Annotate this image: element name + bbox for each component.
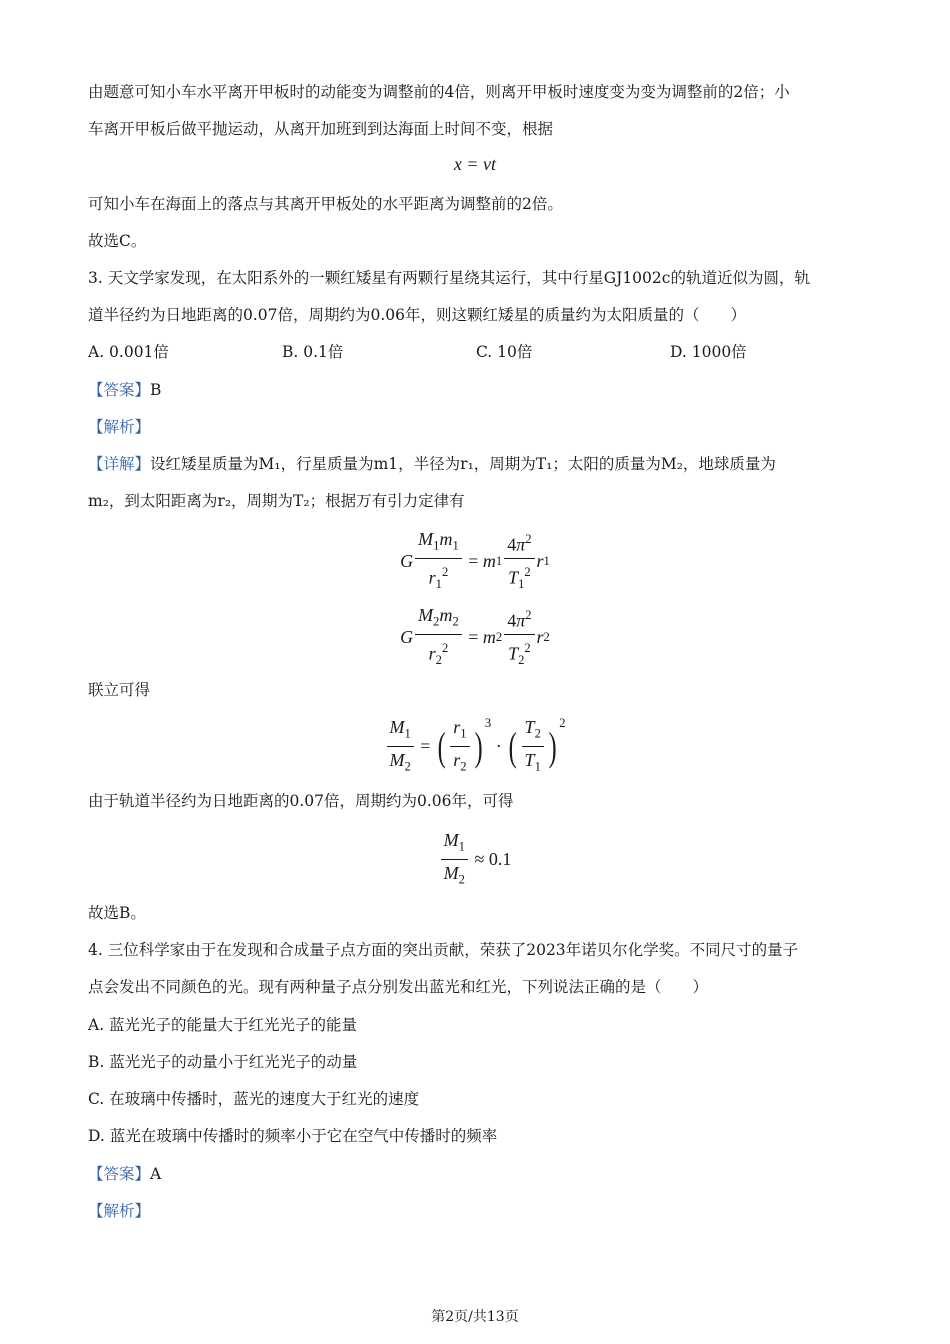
page-footer: 第2页/共13页 xyxy=(431,1309,519,1325)
q4-answer-line xyxy=(88,1163,868,1185)
equation-x-vt xyxy=(0,154,950,175)
q3-detail-line-2: m₂，到太阳距离为r₂，周期为T₂；根据万有引力定律有 xyxy=(88,492,465,510)
intro-line-1: 由题意可知小车水平离开甲板时的动能变为调整前的4倍，则离开甲板时速度变为变为调整前的2倍；小 xyxy=(88,83,790,101)
detail-tag: 【详解】 xyxy=(88,455,151,473)
q3-answer: B xyxy=(150,381,162,399)
q3-option-c: C. 10倍 xyxy=(476,343,533,361)
q4-analysis-tag: 【解析】 xyxy=(88,1202,151,1220)
q3-option-a: A. 0.001倍 xyxy=(88,343,169,361)
q4-stem-line-1: 4. 三位科学家由于在发现和合成量子点方面的突出贡献，荣获了2023年诺贝尔化学奖。不同尺寸的量子 xyxy=(88,941,799,959)
q4-option-c: C. 在玻璃中传播时，蓝光的速度大于红光的速度 xyxy=(88,1090,420,1108)
q3-since: 由于轨道半径约为日地距离的0.07倍，周期约为0.06年，可得 xyxy=(88,792,514,810)
q4-option-a: A. 蓝光光子的能量大于红光光子的能量 xyxy=(88,1016,358,1034)
q3-detail-line-1 xyxy=(88,453,868,475)
equation-approx: $\frac{M_1}{M_2}$ ≈ 0.1 xyxy=(0,829,950,891)
equation-mass-ratio: $\frac{M_1}{M_2}$ = ( $\frac{r_1}{r_2}$ ) $^3$ · ( $\frac{T_2}{T_1}$ ) $^2$ xyxy=(0,716,950,778)
q4-answer: A xyxy=(150,1165,162,1183)
q3-answer-line xyxy=(88,379,868,401)
equation-gravity-1: G $\frac{M_1m_1}{r_1^2}$ = m 1 $\frac{4\pi^2}{T_1^2}$ r 1 xyxy=(400,529,550,592)
q4-stem-line-2: 点会发出不同颜色的光。现有两种量子点分别发出蓝光和红光，下列说法正确的是（ ） xyxy=(88,978,709,996)
q3-stem-line-1: 3. 天文学家发现，在太阳系外的一颗红矮星有两颗行星绕其运行，其中行星GJ1002c的轨道近似为圆，轨 xyxy=(88,269,810,287)
approx-value: ≈ 0.1 xyxy=(474,849,512,870)
q3-option-b: B. 0.1倍 xyxy=(282,343,344,361)
q3-stem-line-2: 道半径约为日地距离的0.07倍，周期约为0.06年，则这颗红矮星的质量约为太阳质量的（ ） xyxy=(88,306,747,324)
q4-option-d: D. 蓝光在玻璃中传播时的频率小于它在空气中传播时的频率 xyxy=(88,1127,498,1145)
q3-analysis-tag: 【解析】 xyxy=(88,418,151,436)
equation-x-vt-text: x = vt xyxy=(453,154,497,174)
q3-option-d: D. 1000倍 xyxy=(670,343,747,361)
q3-combine: 联立可得 xyxy=(88,681,151,699)
q3-detail-text-1: 设红矮星质量为M₁，行星质量为m1，半径为r₁，周期为T₁；太阳的质量为M₂，地球质量为 xyxy=(150,455,776,473)
q3-choose: 故选B。 xyxy=(88,904,146,922)
intro-line-3: 可知小车在海面上的落点与其离开甲板处的水平距离为调整前的2倍。 xyxy=(88,195,563,213)
q4-option-b: B. 蓝光光子的动量小于红光光子的动量 xyxy=(88,1053,358,1071)
intro-choose: 故选C。 xyxy=(88,232,147,250)
answer-tag: 【答案】 xyxy=(88,1165,151,1183)
intro-line-2: 车离开甲板后做平抛运动，从离开加班到到达海面上时间不变，根据 xyxy=(88,120,554,138)
equation-gravity-2: G $\frac{M_2m_2}{r_2^2}$ = m 2 $\frac{4\pi^2}{T_2^2}$ r 2 xyxy=(400,605,550,668)
answer-tag: 【答案】 xyxy=(88,381,151,399)
